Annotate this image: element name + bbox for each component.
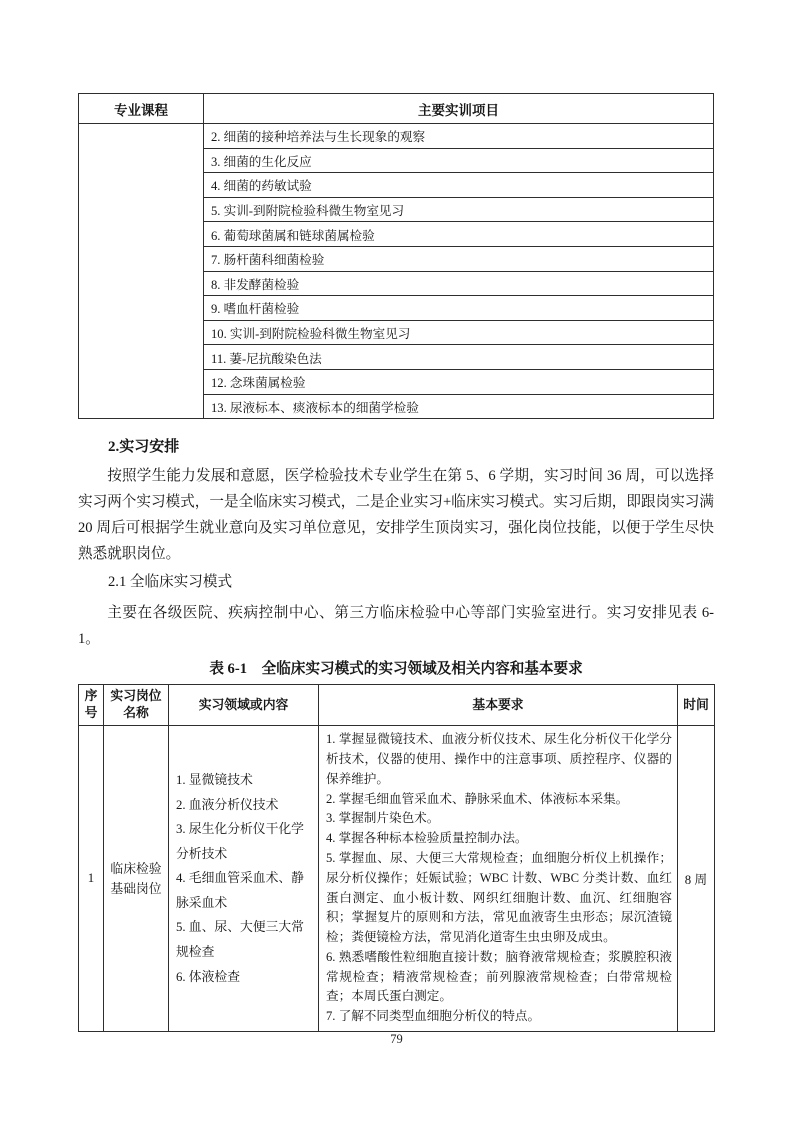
page-number: 79 [390,1032,403,1046]
training-item-cell: 3. 细菌的生化反应 [204,148,714,173]
col-header-duration: 时间 [678,685,715,726]
requirement-item: 1. 掌握显微镜技术、血液分析仪技术、尿生化分析仪干化学分析技术，仪器的使用、操作中的注意事项、质控程序、仪器的保养维护。 [326,732,672,786]
table-caption: 表 6-1 全临床实习模式的实习领域及相关内容和基本要求 [209,661,583,678]
col-header-requirements: 基本要求 [319,685,678,726]
content-cell [169,726,319,1032]
content-item: 1. 显微镜技术 [176,772,253,787]
position-cell: 临床检验基础岗位 [104,726,169,1032]
requirement-item: 2. 掌握毛细血管采血术、静脉采血术、体液标本采集。 [326,791,629,806]
requirement-item: 3. 掌握制片染色术。 [326,811,440,826]
requirement-item: 4. 掌握各种标本检验质量控制办法。 [326,831,528,846]
col-header-major-course: 专业课程 [79,94,204,124]
content-item: 4. 毛细血管采血术、静脉采血术 [176,871,304,910]
training-item-cell: 11. 萋-尼抗酸染色法 [204,345,714,370]
requirement-item: 6. 熟悉嗜酸性粒细胞直接计数；脑脊液常规检查；浆膜腔积液常规检查；精液常规检查；前列腺液常规检查；白带常规检查；本周氏蛋白测定。 [326,949,672,1004]
training-item-cell: 6. 葡萄球菌属和链球菌属检验 [204,222,714,247]
duration-cell: 8 周 [678,726,715,1032]
table-header-row [79,685,715,726]
training-item-cell: 5. 实训-到附院检验科微生物室见习 [204,197,714,222]
training-item-cell: 13. 尿液标本、痰液标本的细菌学检验 [204,394,714,419]
col-header-training-projects: 主要实训项目 [204,94,714,124]
training-item-cell: 4. 细菌的药敏试验 [204,173,714,198]
courses-table [78,93,714,419]
training-item-cell: 7. 肠杆菌科细菌检验 [204,246,714,271]
content-item: 6. 体液检查 [176,969,240,984]
content-item: 2. 血液分析仪技术 [176,797,279,812]
training-item-cell: 8. 非发酵菌检验 [204,271,714,296]
table-header-row [79,94,714,124]
training-item-cell: 10. 实训-到附院检验科微生物室见习 [204,320,714,345]
table-row [79,124,714,149]
content-item: 5. 血、尿、大便三大常规检查 [176,920,304,960]
subsection-heading: 2.1 全临床实习模式 [108,574,233,591]
paragraph-internship-arrangement: 按照学生能力发展和意愿，医学检验技术专业学生在第 5、6 学期，实习时间 36 周，可以选择实习两个实习模式，一是全临床实习模式，二是企业实习+临床实习模式。实习后期，即跟岗实习满 20 周后可根据学生就业意向及实习单位意见，安排学生顶岗实习，强化岗位技能，以便于学生尽快熟悉就职岗位。 [78,468,714,563]
requirement-item: 7. 了解不同类型血细胞分析仪的特点。 [326,1009,541,1024]
col-header-position: 实习岗位名称 [104,685,169,726]
row-no-cell: 1 [79,726,104,1032]
table-row [79,726,715,1032]
internship-table [78,684,715,1032]
requirement-item: 5. 掌握血、尿、大便三大常规检查；血细胞分析仪上机操作；尿分析仪操作；妊娠试验；WBC 计数、WBC 分类计数、血红蛋白测定、血小板计数、网织红细胞计数、血沉、红细胞容积；掌握复片的原则和方法，常见血液寄生虫形态；尿沉渣镜检；粪便镜检方法，常见消化道寄生虫虫卵及成虫。 [326,850,672,945]
col-header-no: 序号 [79,685,104,726]
col-header-content: 实习领域或内容 [169,685,319,726]
requirements-cell [319,726,678,1032]
course-name-cell [79,124,204,419]
paragraph-clinical-mode: 主要在各级医院、疾病控制中心、第三方临床检验中心等部门实验室进行。实习安排见表 6-1。 [78,605,714,648]
training-item-cell: 2. 细菌的接种培养法与生长现象的观察 [204,124,714,149]
section-heading: 2.实习安排 [108,439,180,456]
training-item-cell: 9. 嗜血杆菌检验 [204,296,714,321]
content-item: 3. 尿生化分析仪干化学分析技术 [176,822,304,861]
training-item-cell: 12. 念珠菌属检验 [204,369,714,394]
